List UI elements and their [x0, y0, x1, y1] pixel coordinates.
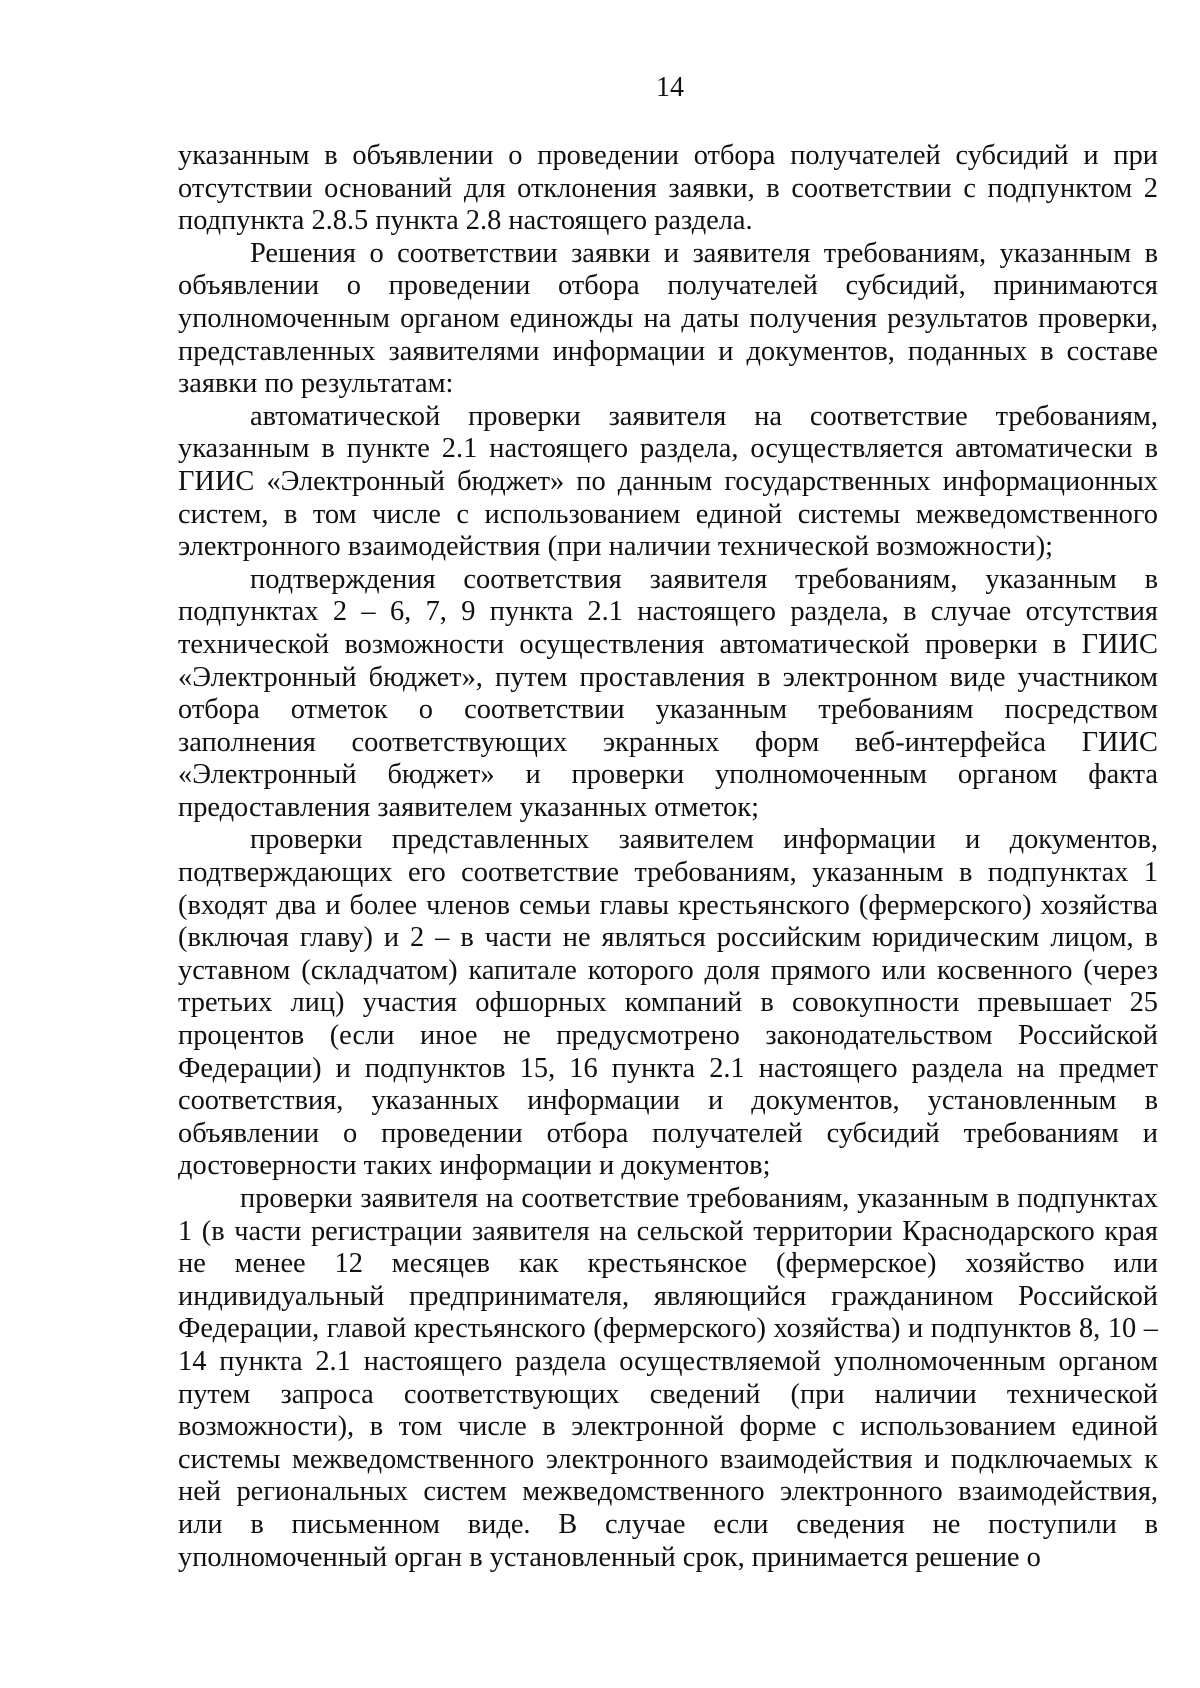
paragraph-confirmation: подтверждения соответствия заявителя требованиям, указанным в подпунктах 2 – 6, 7, 9 пункта 2.1 настоящего раздела, в случае отсутствия технической возможности осуществления автоматической проверки в ГИИС «Электронный бюджет», путем проставления в электронном виде участником отбора отметок о соответствии указанным требованиям посредством заполнения соответствующих экранных форм веб-интерфейса ГИИС «Электронный бюджет» и проверки уполномоченным органом факта предоставления заявителем указанных отметок; [178, 563, 1158, 823]
paragraph-applicant-check: проверки заявителя на соответствие требованиям, указанным в подпунктах 1 (в части регистрации заявителя на сельской территории Краснодарского края не менее 12 месяцев как крестьянское (фермерское) хозяйство или индивидуальный предпринимателя, являющийся гражданином Российской Федерации, главой крестьянского (фермерского) хозяйства) и подпунктов 8, 10 – 14 пункта 2.1 настоящего раздела осуществляемой уполномоченным органом путем запроса соответствующих сведений (при наличии технической возможности), в том числе в электронной форме с использованием единой системы межведомственного электронного взаимодействия и подключаемых к ней региональных систем межведомственного электронного взаимодействия, или в письменном виде. В случае если сведения не поступили в уполномоченный орган в установленный срок, принимается решение о [178, 1183, 1158, 1573]
page-number: 14 [656, 72, 684, 103]
paragraph-document-check: проверки представленных заявителем информации и документов, подтверждающих его соответствие требованиям, указанным в подпунктах 1 (входят два и более членов семьи главы крестьянского (фермерского) хозяйства (включая главу) и 2 – в части не являться российским юридическим лицом, в уставном (складчатом) капитале которого доля прямого или косвенного (через третьих лиц) участия офшорных компаний в совокупности превышает 25 процентов (если иное не предусмотрено законодательством Российской Федерации) и подпунктов 15, 16 пункта 2.1 настоящего раздела на предмет соответствия, указанных информации и документов, установленным в объявлении о проведении отбора получателей субсидий требованиям и достоверности таких информации и документов; [178, 824, 1158, 1182]
paragraph-automatic-check: автоматической проверки заявителя на соответствие требованиям, указанным в пункте 2.1 настоящего раздела, осуществляется автоматически в ГИИС «Электронный бюджет» по данным государственных информационных систем, в том числе с использованием единой системы межведомственного электронного взаимодействия (при наличии технической возможности); [178, 400, 1158, 563]
paragraph-continuation: указанным в объявлении о проведении отбора получателей субсидий и при отсутствии оснований для отклонения заявки, в соответствии с подпунктом 2 подпункта 2.8.5 пункта 2.8 настоящего раздела. [178, 140, 1158, 237]
document-body [178, 140, 1158, 1574]
paragraph-decisions: Решения о соответствии заявки и заявителя требованиям, указанным в объявлении о проведении отбора получателей субсидий, принимаются уполномоченным органом единожды на даты получения результатов проверки, представленных заявителями информации и документов, поданных в составе заявки по результатам: [178, 237, 1158, 400]
